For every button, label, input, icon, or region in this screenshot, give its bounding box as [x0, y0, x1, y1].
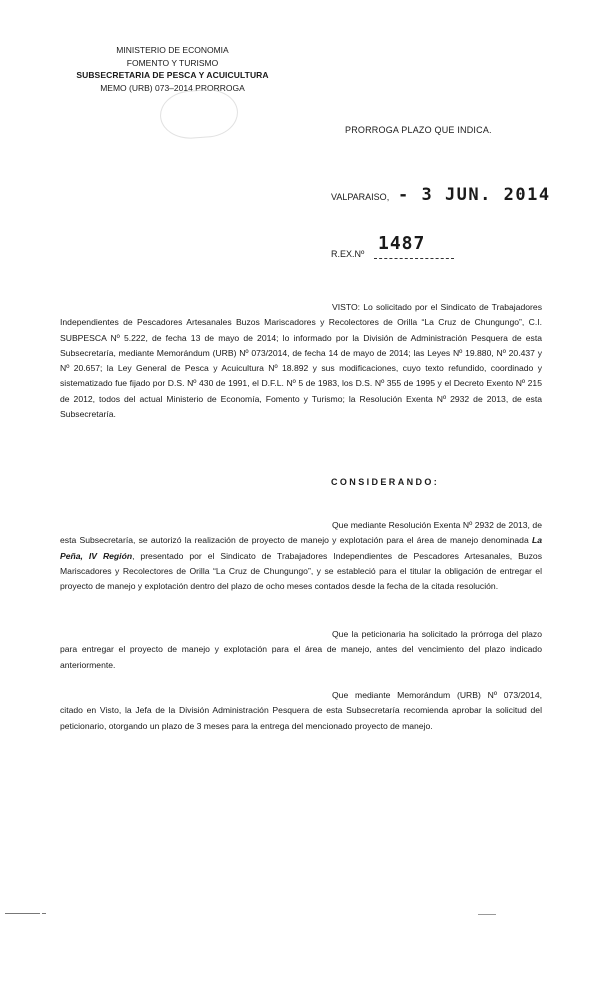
visto-paragraph: VISTO: Lo solicitado por el Sindicato de Trabajadores Independientes de Pescadores Artesanales Buzos Mariscadores y Recolectores de Orilla “La Cruz de Chungungo”, C.I. SUBPESCA Nº 5.222, de fecha 13 de mayo de 2014; lo informado por la División de Administración Pesquera de esta Subsecretaría, mediante Memorándum (URB) Nº 073/2014, de fecha 14 de mayo de 2014; las Leyes Nº 19.880, Nº 20.437 y Nº 20.657; la Ley General de Pesca y Acuicultura Nº 18.892 y sus modificaciones, cuyo texto refundido, coordinado y sistematizado fue fijado por D.S. Nº 430 de 1991, el D.F.L. Nº 5 de 1983, los D.S. Nº 355 de 1995 y el Decreto Exento Nº 215 de 2012, todos del actual Ministerio de Economía, Fomento y Turismo; la Resolución Exenta Nº 2932 de 2013, de esta Subsecretaría. [60, 302, 542, 420]
date-stamp: - 3 JUN. 2014 [398, 185, 551, 205]
faded-stamp [158, 87, 239, 140]
area-name: La Peña, IV Región [60, 535, 542, 561]
footer-rule-dash [42, 913, 46, 914]
memo-reference: MEMO (URB) 073–2014 PRORROGA [100, 82, 245, 93]
ministry-subtitle: FOMENTO Y TURISMO [126, 57, 219, 68]
resolution-label: R.EX.Nº [331, 249, 365, 259]
resolution-number: 1487 [378, 233, 426, 254]
document-subject: PRORROGA PLAZO QUE INDICA. [345, 125, 492, 135]
considerando-p1-text-a: Que mediante Resolución Exenta Nº 2932 de 2013, de esta Subsecretaría, se autorizó la realización de proyecto de manejo y explotación para el área de manejo denominada [60, 520, 542, 546]
considerando-p1-text-b: , presentado por el Sindicato de Trabajadores Independientes de Pescadores Artesanales, Buzos Mariscadores y Recolectores de Orilla “La Cruz de Chungungo”, y se estableció para el titular la obligación de entregar el proyecto de manejo y explotación dentro del plazo de ocho meses contados desde la fecha de la citada resolución. [60, 550, 542, 592]
footer-rule-right [478, 914, 496, 915]
considerando-heading: CONSIDERANDO: [331, 477, 440, 487]
considerando-paragraph-2: Que la peticionaria ha solicitado la prórroga del plazo para entregar el proyecto de manejo y explotación para el área de manejo, antes del vencimiento del plazo indicado anteriormente. [60, 629, 542, 670]
ministry-name: MINISTERIO DE ECONOMIA [116, 45, 229, 55]
letterhead [70, 44, 275, 94]
footer-rule [5, 913, 40, 914]
considerando-paragraph-3: Que mediante Memorándum (URB) Nº 073/2014, citado en Visto, la Jefa de la División Administración Pesquera de esta Subsecretaría recomienda aprobar la solicitud del peticionario, otorgando un plazo de 3 meses para la entrega del mencionado proyecto de manejo. [60, 690, 542, 731]
resolution-number-line [374, 258, 454, 259]
place-label: VALPARAISO, [331, 192, 390, 202]
subsecretariat-name: SUBSECRETARIA DE PESCA Y ACUICULTURA [76, 70, 269, 81]
considerando-paragraph-1 [60, 518, 542, 594]
